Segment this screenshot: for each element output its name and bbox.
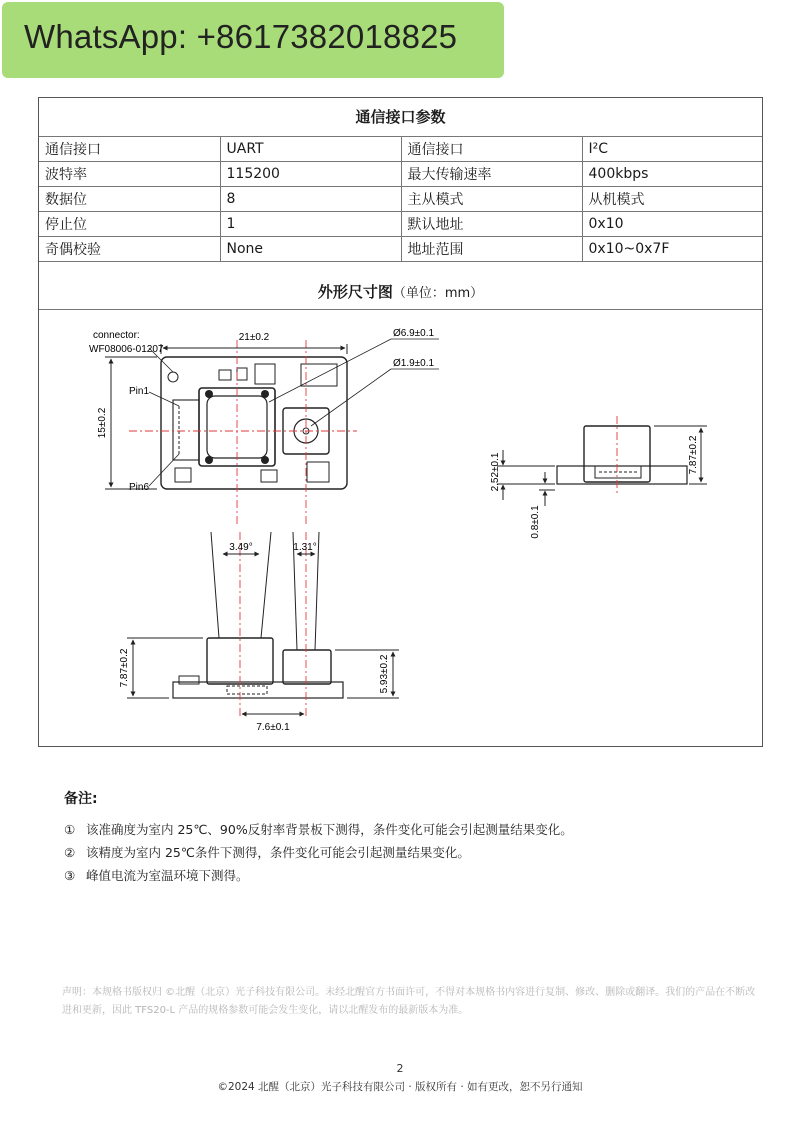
param-name: 数据位: [39, 186, 220, 211]
note-mark: ③: [64, 868, 76, 883]
component: [307, 462, 329, 482]
dimension-unit: （单位：mm）: [392, 286, 484, 301]
dimension-drawing: [39, 310, 762, 746]
param-name: 地址范围: [401, 236, 582, 261]
whatsapp-contact: WhatsApp: +8617382018825: [24, 18, 458, 55]
component: [261, 470, 277, 482]
param-name: 主从模式: [401, 186, 582, 211]
param-value: 0x10~0x7F: [582, 236, 762, 261]
table-row: [39, 161, 762, 186]
connector-body: [173, 400, 199, 460]
dim-lens-spacing: 7.6±0.1: [256, 722, 290, 733]
param-value: 0x10: [582, 211, 762, 236]
component: [175, 468, 191, 482]
param-name: 奇偶校验: [39, 236, 220, 261]
param-value: UART: [220, 136, 401, 161]
note-text: 该精度为室内 25℃条件下测得，条件变化可能会引起测量结果变化。: [86, 845, 470, 860]
page-number: 2: [396, 1062, 404, 1075]
note-text: 峰值电流为室温环境下测得。: [86, 868, 249, 883]
mount-hole: [168, 372, 178, 382]
table-title: 通信接口参数: [39, 98, 762, 136]
hole-large-label: Ø6.9±0.1: [393, 328, 435, 339]
param-name: 波特率: [39, 161, 220, 186]
table-row: [39, 211, 762, 236]
component: [255, 364, 275, 384]
note-mark: ②: [64, 845, 76, 860]
side-view: [490, 416, 707, 539]
dim-front-left: 7.87±0.2: [119, 648, 130, 688]
whatsapp-banner: [2, 2, 504, 78]
dimension-title-text: 外形尺寸图: [317, 283, 393, 301]
hole-small-label: Ø1.9±0.1: [393, 358, 435, 369]
dimension-title: [39, 275, 762, 310]
mount-pad: [261, 390, 269, 398]
angle-tx: 3.49°: [229, 542, 253, 553]
param-name: 默认地址: [401, 211, 582, 236]
param-value: None: [220, 236, 401, 261]
spec-frame: [38, 97, 763, 747]
beam-tx-left: [211, 532, 219, 638]
side-board: [557, 466, 687, 484]
beam-tx-right: [261, 532, 271, 638]
param-value: 8: [220, 186, 401, 211]
list-item: [64, 864, 573, 887]
param-name: 最大传输速率: [401, 161, 582, 186]
disclaimer: 声明：本规格书版权归 ©北醒（北京）光子科技有限公司。未经北醒官方书面许可，不得对本规格书内容进行复制、修改、删除或翻译。我们的产品在不断改进和更新，因此 TFS20-L 产品的规格参数可能会发生变化，请以北醒发布的最新版本为准。: [62, 987, 756, 1016]
connector-model: WF08006-01207: [89, 344, 164, 355]
component: [237, 368, 247, 380]
notes-title: 备注:: [64, 791, 98, 807]
leader-line: [311, 369, 391, 426]
note-mark: ①: [64, 822, 76, 837]
table-row: [39, 136, 762, 161]
mount-pad: [261, 456, 269, 464]
list-item: [64, 841, 573, 864]
notes-section: [64, 788, 573, 887]
mount-pad: [205, 456, 213, 464]
pin6-label: Pin6: [129, 482, 150, 493]
component: [219, 370, 231, 380]
dim-height: 15±0.2: [97, 407, 108, 439]
param-name: 停止位: [39, 211, 220, 236]
top-view: [89, 328, 439, 524]
pin1-label: Pin1: [129, 386, 150, 397]
board-outline: [161, 357, 347, 489]
footer: ©2024 北醒（北京）光子科技有限公司 · 版权所有 · 如有更改，恕不另行通知: [217, 1081, 583, 1093]
dim-front-right: 5.93±0.2: [379, 654, 390, 694]
component: [179, 676, 199, 684]
dim-side-height: 7.87±0.2: [688, 435, 699, 475]
param-value: 1: [220, 211, 401, 236]
dim-board-thickness: 0.8±0.1: [530, 505, 541, 539]
connector-label: connector:: [93, 330, 140, 341]
front-view: [119, 532, 399, 733]
comm-params-table: [39, 98, 762, 262]
component: [227, 686, 267, 694]
table-row: [39, 186, 762, 211]
angle-rx: 1.31°: [293, 542, 317, 553]
param-value: 400kbps: [582, 161, 762, 186]
dim-width: 21±0.2: [238, 332, 270, 343]
mount-pad: [205, 390, 213, 398]
param-name: 通信接口: [401, 136, 582, 161]
dim-side-offset: 2.52±0.1: [490, 452, 501, 492]
table-row: [39, 236, 762, 261]
note-text: 该准确度为室内 25℃、90%反射率背景板下测得，条件变化可能会引起测量结果变化。: [86, 822, 573, 837]
param-value: I²C: [582, 136, 762, 161]
leader-line: [149, 392, 179, 406]
param-value: 115200: [220, 161, 401, 186]
param-value: 从机模式: [582, 186, 762, 211]
front-lens-rx: [283, 650, 331, 684]
list-item: [64, 818, 573, 841]
param-name: 通信接口: [39, 136, 220, 161]
